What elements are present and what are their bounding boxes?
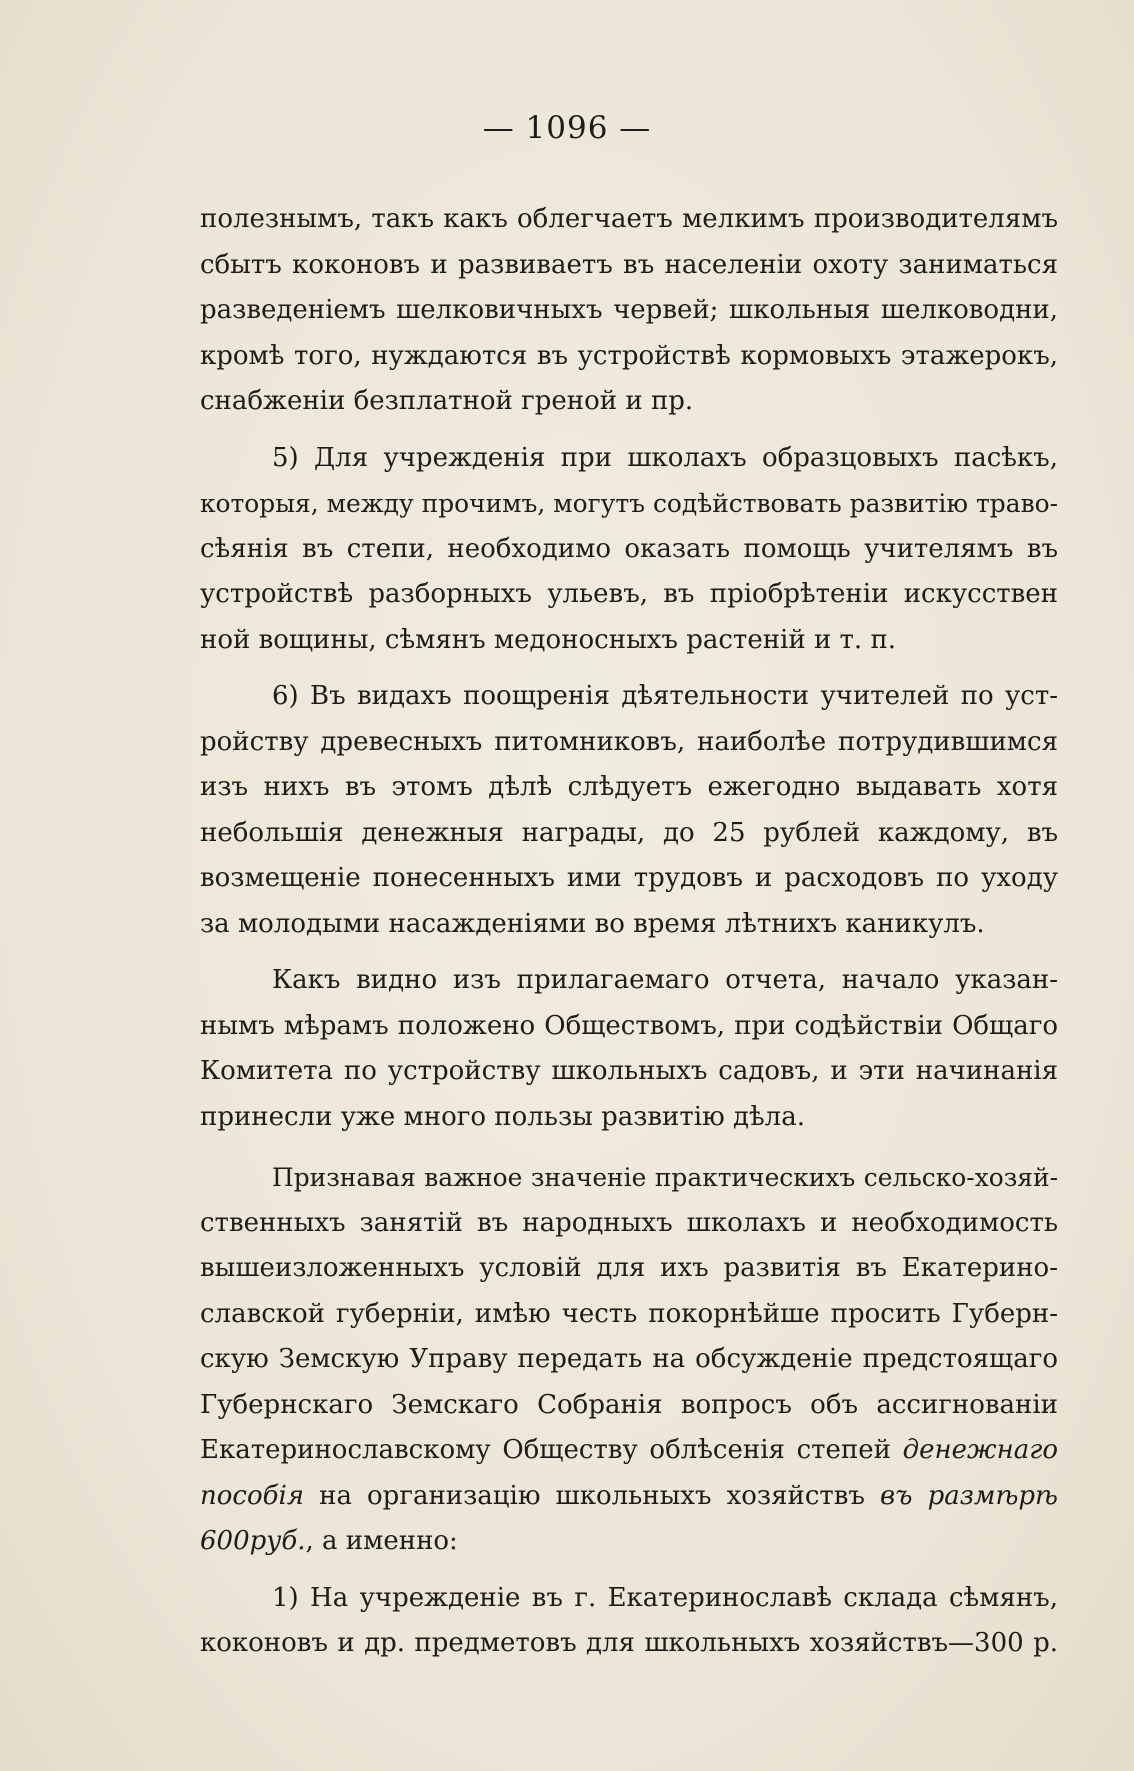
text-line: полезнымъ, такъ какъ облегчаетъ мелкимъ производителямъ — [200, 204, 1058, 234]
paragraph-item-5-apiaries — [200, 436, 1058, 664]
text-line: возмещеніе понесенныхъ ими трудовъ и расходовъ по уходу — [200, 863, 1058, 893]
text-line: снабженіи безплатной греной и пр. — [200, 386, 694, 416]
paragraph-silkworm-continuation — [200, 197, 1058, 425]
text-line: принесли уже много пользы развитію дѣла. — [200, 1101, 805, 1132]
body-text — [200, 197, 1058, 1667]
text-line: 6) Въ видахъ поощренія дѣятельности учителей по уст- — [272, 681, 1058, 711]
text-line: 1) На учрежденіе въ г. Екатеринославѣ склада сѣмянъ, — [272, 1582, 1058, 1613]
text-line: скую Земскую Управу передать на обсужденіе предстоящаго — [200, 1344, 1058, 1374]
text-line: вышеизложенныхъ условій для ихъ развитія въ Екатерино- — [200, 1253, 1058, 1283]
text-line: разведеніемъ шелковичныхъ червей; школьныя шелководни, — [200, 295, 1058, 325]
text-line: Комитета по устройству школьныхъ садовъ, и эти начинанія — [200, 1056, 1058, 1086]
text-line — [200, 1474, 1058, 1520]
text-line: ройству древесныхъ питомниковъ, наиболѣе потрудившимся — [200, 726, 1058, 757]
paragraph-request — [200, 1155, 1058, 1565]
italic-text: въ размѣрѣ — [880, 1480, 1058, 1511]
text-line: Признавая важное значеніе практическихъ сельско-хозяй- — [272, 1163, 1058, 1192]
text-line: изъ нихъ въ этомъ дѣлѣ слѣдуетъ ежегодно выдавать хотя — [200, 772, 1058, 802]
text-line: сѣянія въ степи, необходимо оказать помощь учителямъ въ — [200, 533, 1058, 564]
text-line: за молодыми насажденіями во время лѣтнихъ каникулъ. — [200, 908, 985, 939]
text-run: Екатеринославскому Обществу облѣсенія степей — [200, 1435, 891, 1465]
text-run: на организацію школьныхъ хозяйствъ — [319, 1480, 865, 1511]
text-line: Какъ видно изъ прилагаемаго отчета, начало указан- — [272, 965, 1058, 995]
text-line: коконовъ и др. предметовъ для школьныхъ хозяйствъ—300 р. — [200, 1628, 1058, 1658]
text-line — [200, 1428, 1058, 1474]
paragraph-report — [200, 958, 1058, 1140]
text-line: славской губерніи, имѣю честь покорнѣйше просить Губерн- — [200, 1298, 1058, 1329]
text-line: нымъ мѣрамъ положено Обществомъ, при содѣйствіи Общаго — [200, 1010, 1058, 1041]
italic-text: 600руб. — [200, 1526, 306, 1556]
text-line: кромѣ того, нуждаются въ устройствѣ кормовыхъ этажерокъ, — [200, 340, 1058, 371]
text-line: 5) Для учрежденія при школахъ образцовыхъ пасѣкъ, — [272, 442, 1058, 473]
text-line: Губернскаго Земскаго Собранія вопросъ объ ассигнованіи — [200, 1389, 1058, 1420]
text-line: ной вощины, сѣмянъ медоносныхъ растеній и т. п. — [200, 624, 897, 655]
italic-text: пособія — [200, 1480, 305, 1511]
text-line: небольшія денежныя награды, до 25 рублей каждому, въ — [200, 817, 1058, 848]
text-line: устройствѣ разборныхъ ульевъ, въ пріобрѣтеніи искусствен — [200, 579, 1058, 609]
paragraph-item-1-warehouse — [200, 1576, 1058, 1667]
text-line — [200, 1519, 1058, 1565]
paragraph-item-6-nurseries — [200, 674, 1058, 947]
page-number: — 1096 — — [482, 110, 652, 146]
text-run: , а именно: — [305, 1526, 458, 1556]
text-line: ственныхъ занятій въ народныхъ школахъ и необходимость — [200, 1207, 1058, 1238]
italic-text: денежнаго — [902, 1435, 1058, 1465]
text-line: которыя, между прочимъ, могутъ содѣйствовать развитію траво- — [200, 489, 1058, 518]
text-line: сбытъ коконовъ и развиваетъ въ населеніи охоту заниматься — [200, 249, 1058, 280]
